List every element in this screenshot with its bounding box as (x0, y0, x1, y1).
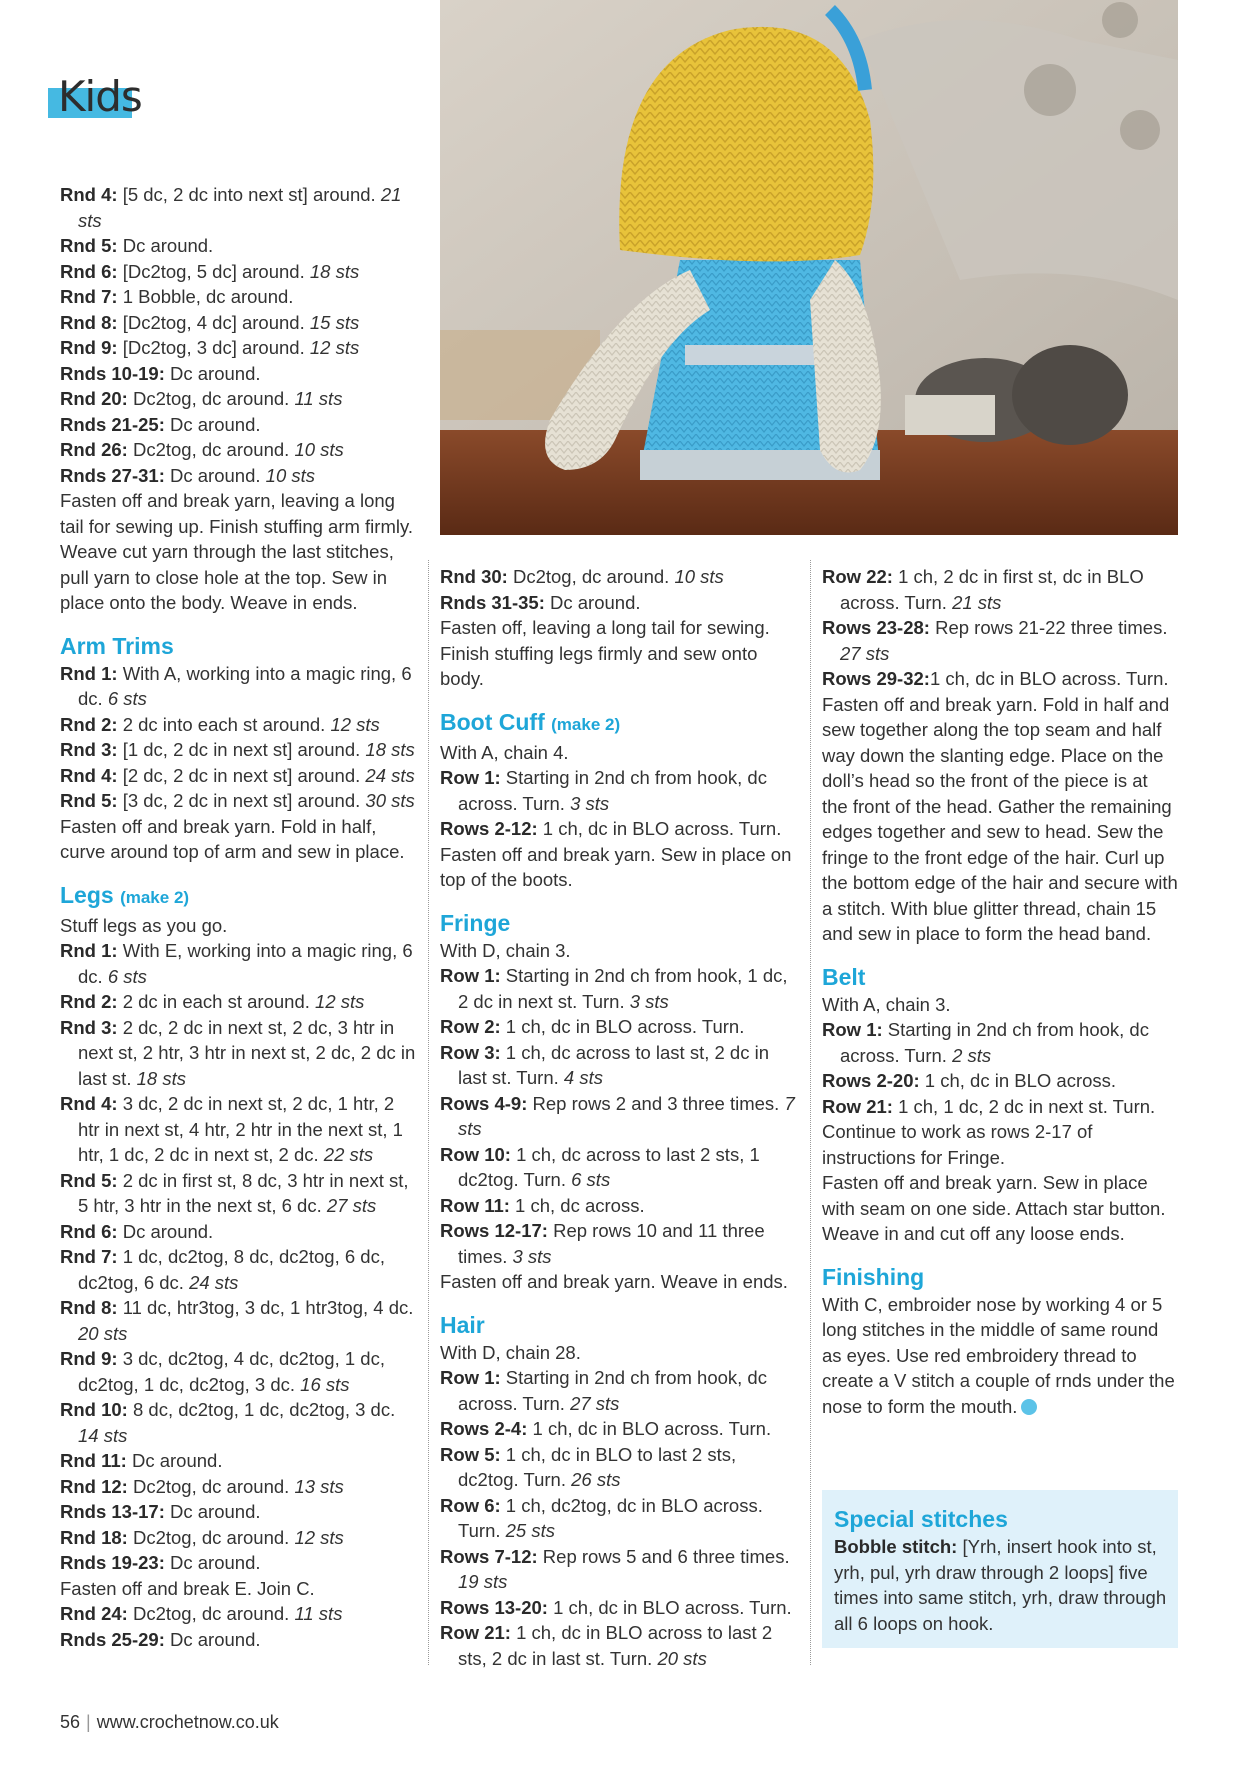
instruction-line: Row 21: 1 ch, 1 dc, 2 dc in next st. Turn. (822, 1095, 1156, 1117)
paragraph: Fasten off and break yarn. Sew in place with seam on one side. Attach star button. Weave in and cut off any loose ends. (822, 1172, 1166, 1244)
instruction-line: Rnd 1: With A, working into a magic ring, 6 dc. 6 sts (60, 662, 412, 709)
instruction-line: Rnds 13-17: Dc around. (60, 1501, 261, 1522)
paragraph: With C, embroider nose by working 4 or 5 long stitches in the middle of same round as eyes. Use red embroidery thread to create a V stitch a couple of rnds under the nose to form the mouth. (822, 1293, 1175, 1417)
instruction-line: Rnds 21-25: Dc around. (60, 413, 261, 435)
section-tag (48, 72, 142, 121)
paragraph: Fasten off and break yarn. Fold in half and sew together along the top seam and half way down the slanting edge. Place on the doll’s head so the front of the piece is at the front of the head. Gather the remaining edges together and sew to head. Sew the fringe to the front edge of the hair. Curl up the bottom edge of the hair and secure with a stitch. With blue glitter thread, chain 15 and sew in place to form the head band. (822, 693, 1178, 944)
section-heading-finishing: Finishing (822, 1263, 925, 1290)
instruction-line: Rnd 5: 2 dc in first st, 8 dc, 3 htr in next st, 5 htr, 3 htr in the next st, 6 dc. 27 sts (60, 1169, 409, 1216)
instruction-line: Rnd 4: [5 dc, 2 dc into next st] around. 21 sts (60, 184, 402, 231)
instruction-line: Rnd 5: Dc around. (60, 235, 214, 256)
instruction-line: Row 11: 1 ch, dc across. (440, 1194, 645, 1216)
instruction-line: Row 6: 1 ch, dc2tog, dc in BLO across. Turn. 25 sts (440, 1494, 763, 1541)
instruction-line: Rnd 2: 2 dc in each st around. 12 sts (60, 991, 365, 1012)
paragraph: With D, chain 28. (440, 1341, 581, 1363)
doll-photo (440, 0, 1178, 535)
yarn-ball-icon (1021, 1399, 1037, 1415)
paragraph: With A, chain 3. (822, 993, 951, 1015)
instruction-line: Rnd 10: 8 dc, dc2tog, 1 dc, dc2tog, 3 dc. 14 sts (60, 1399, 396, 1446)
paragraph: Fasten off and break yarn, leaving a long tail for sewing up. Finish stuffing arm firmly. Weave cut yarn through the last stitches, pull yarn to close hole at the top. Sew in place onto the body. Weave in ends. (60, 490, 413, 613)
instruction-line: Row 1: Starting in 2nd ch from hook, 1 dc, 2 dc in next st. Turn. 3 sts (440, 965, 788, 1012)
instruction-line: Rnd 8: 11 dc, htr3tog, 3 dc, 1 htr3tog, 4 dc. 20 sts (60, 1297, 414, 1344)
paragraph: Fasten off and break yarn. Sew in place on top of the boots. (440, 843, 792, 890)
instruction-line: Rnd 9: 3 dc, dc2tog, 4 dc, dc2tog, 1 dc, dc2tog, 1 dc, dc2tog, 3 dc. 16 sts (60, 1348, 385, 1395)
section-heading-boot-cuff: Boot Cuff (make 2) (440, 708, 621, 735)
instruction-line: Rows 2-4: 1 ch, dc in BLO across. Turn. (440, 1418, 772, 1439)
instruction-line: Rnd 30: Dc2tog, dc around. 10 sts (440, 566, 724, 587)
instruction-line: Rows 29-32:1 ch, dc in BLO across. Turn. (822, 668, 1169, 689)
paragraph: Fasten off and break yarn. Fold in half, curve around top of arm and sew in place. (60, 815, 405, 862)
instruction-line: Row 1: Starting in 2nd ch from hook, dc across. Turn. 27 sts (440, 1367, 767, 1414)
section-heading-arm-trims: Arm Trims (60, 632, 174, 659)
instruction-line: Row 1: Starting in 2nd ch from hook, dc across. Turn. 3 sts (440, 767, 767, 814)
instruction-line: Row 2: 1 ch, dc in BLO across. Turn. (440, 1016, 745, 1037)
instruction-line: Rows 7-12: Rep rows 5 and 6 three times. 19 sts (440, 1545, 790, 1592)
instruction-line: Rnd 11: Dc around. (60, 1450, 223, 1471)
section-heading-hair: Hair (440, 1311, 485, 1338)
instruction-line: Rnd 7: 1 dc, dc2tog, 8 dc, dc2tog, 6 dc, dc2tog, 6 dc. 24 sts (60, 1246, 385, 1293)
instruction-line: Rnd 20: Dc2tog, dc around. 11 sts (60, 388, 343, 409)
paragraph: Continue to work as rows 2-17 of instructions for Fringe. (822, 1121, 1093, 1168)
instruction-line: Rows 4-9: Rep rows 2 and 3 three times. 7 sts (440, 1092, 795, 1139)
instruction-line: Rnd 3: [1 dc, 2 dc in next st] around. 18 sts (60, 739, 415, 760)
page-number: 56 (60, 1712, 81, 1732)
instruction-line: Rnd 24: Dc2tog, dc around. 11 sts (60, 1603, 343, 1624)
footer-divider: | (86, 1712, 91, 1732)
instruction-line: Rnd 5: [3 dc, 2 dc in next st] around. 30 sts (60, 790, 415, 811)
instruction-line: Row 21: 1 ch, dc in BLO across to last 2 sts, 2 dc in last st. Turn. 20 sts (440, 1622, 773, 1669)
column-divider (428, 560, 429, 1665)
instruction-line: Rnds 10-19: Dc around. (60, 362, 261, 384)
instruction-line: Rows 13-20: 1 ch, dc in BLO across. Turn. (440, 1596, 792, 1618)
instruction-line: Rnd 26: Dc2tog, dc around. 10 sts (60, 439, 344, 460)
instruction-line: Rows 2-20: 1 ch, dc in BLO across. (822, 1070, 1117, 1091)
section-heading-belt: Belt (822, 963, 866, 990)
column-3 (822, 564, 1178, 1419)
instruction-line: Rnds 31-35: Dc around. (440, 591, 641, 613)
instruction-line: Row 10: 1 ch, dc across to last 2 sts, 1 dc2tog. Turn. 6 sts (440, 1143, 760, 1190)
instruction-line: Rnd 18: Dc2tog, dc around. 12 sts (60, 1526, 344, 1548)
instruction-line: Row 1: Starting in 2nd ch from hook, dc across. Turn. 2 sts (822, 1019, 1149, 1066)
paragraph: Stuff legs as you go. (60, 914, 228, 936)
instruction-line: Rnd 9: [Dc2tog, 3 dc] around. 12 sts (60, 337, 360, 358)
instruction-line: Rnds 27-31: Dc around. 10 sts (60, 464, 316, 486)
instruction-line: Rnd 6: Dc around. (60, 1220, 214, 1242)
paragraph: With A, chain 4. (440, 741, 569, 763)
instruction-line: Row 22: 1 ch, 2 dc in first st, dc in BLO across. Turn. 21 sts (822, 566, 1144, 613)
instruction-line: Rnd 8: [Dc2tog, 4 dc] around. 15 sts (60, 311, 360, 333)
instruction-line: Rnd 3: 2 dc, 2 dc in next st, 2 dc, 3 htr in next st, 2 htr, 3 htr in next st, 2 dc, 2 dc in last st. 18 sts (60, 1016, 416, 1089)
column-1 (60, 182, 420, 1652)
paragraph: Fasten off and break yarn. Weave in ends. (440, 1271, 788, 1292)
section-heading-special-stitches: Special stitches (834, 1506, 1008, 1532)
paragraph: Fasten off, leaving a long tail for sewing. Finish stuffing legs firmly and sew onto body. (440, 617, 770, 689)
instruction-line: Rnds 25-29: Dc around. (60, 1628, 261, 1650)
instruction-line: Rnd 12: Dc2tog, dc around. 13 sts (60, 1475, 344, 1497)
doll-photo-illustration (440, 0, 1178, 535)
special-stitches-box (822, 1490, 1178, 1648)
instruction-line: Rnd 6: [Dc2tog, 5 dc] around. 18 sts (60, 260, 360, 282)
section-heading-legs: Legs (make 2) (60, 881, 190, 908)
column-divider (810, 560, 811, 1665)
column-2 (440, 564, 800, 1671)
instruction-line: Rnd 2: 2 dc into each st around. 12 sts (60, 713, 380, 735)
paragraph: Bobble stitch: [Yrh, insert hook into st, yrh, pul, yrh draw through 2 loops] five times into same stitch, yrh, draw through all 6 loops on hook. (834, 1536, 1167, 1634)
paragraph: With D, chain 3. (440, 939, 571, 961)
instruction-line: Rnd 7: 1 Bobble, dc around. (60, 286, 294, 307)
instruction-line: Rnd 1: With E, working into a magic ring, 6 dc. 6 sts (60, 940, 413, 987)
instruction-line: Rows 23-28: Rep rows 21-22 three times. 27 sts (822, 617, 1168, 664)
paragraph: Fasten off and break E. Join C. (60, 1577, 315, 1599)
section-tag-label: Kids (58, 72, 142, 121)
instruction-line: Rnds 19-23: Dc around. (60, 1552, 261, 1573)
instruction-line: Rows 2-12: 1 ch, dc in BLO across. Turn. (440, 818, 782, 839)
instruction-line: Rows 12-17: Rep rows 10 and 11 three times. 3 sts (440, 1220, 765, 1267)
section-heading-fringe: Fringe (440, 909, 511, 936)
page-footer (60, 1712, 279, 1733)
instruction-line: Rnd 4: [2 dc, 2 dc in next st] around. 24 sts (60, 764, 415, 786)
instruction-line: Rnd 4: 3 dc, 2 dc in next st, 2 dc, 1 htr, 2 htr in next st, 4 htr, 2 htr in the next st, 1 htr, 1 dc, 2 dc in next st, 2 dc. 22 sts (60, 1093, 403, 1165)
footer-url[interactable]: www.crochetnow.co.uk (96, 1712, 279, 1732)
instruction-line: Row 5: 1 ch, dc in BLO to last 2 sts, dc2tog. Turn. 26 sts (440, 1443, 737, 1490)
instruction-line: Row 3: 1 ch, dc across to last st, 2 dc in last st. Turn. 4 sts (440, 1041, 770, 1088)
